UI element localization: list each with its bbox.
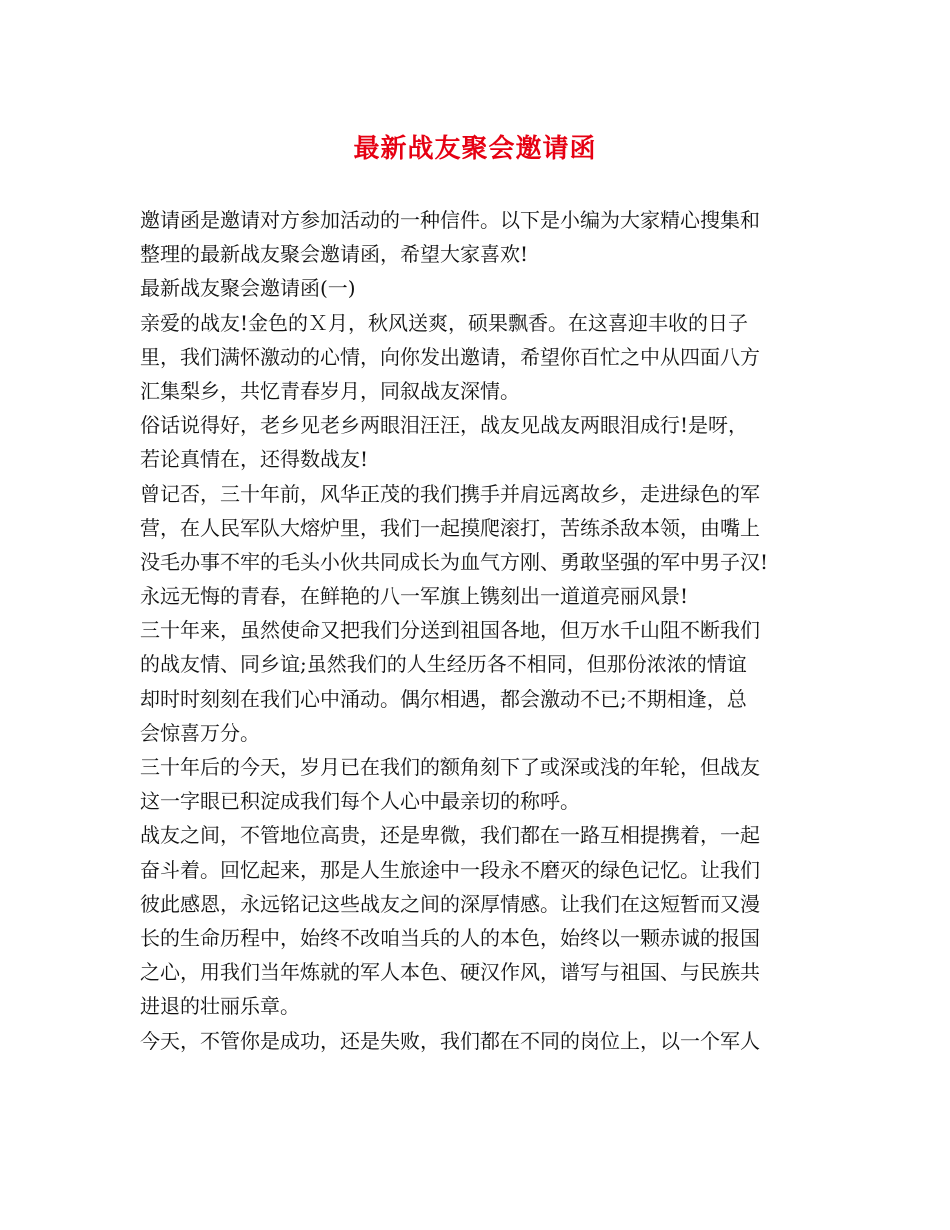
body-line: 进退的壮丽乐章。: [140, 994, 300, 1019]
body-line: 三十年来，虽然使命又把我们分送到祖国各地，但万水千山阻不断我们: [140, 618, 760, 643]
body-line: 彼此感恩，永远铭记这些战友之间的深厚情感。让我们在这短暂而又漫: [140, 891, 760, 916]
body-line: 之心，用我们当年炼就的军人本色、硬汉作风，谱写与祖国、与民族共: [140, 960, 760, 985]
body-line: 今天，不管你是成功，还是失败，我们都在不同的岗位上，以一个军人: [140, 1028, 760, 1053]
body-line: 曾记否，三十年前，风华正茂的我们携手并肩远离故乡，走进绿色的军: [140, 481, 760, 506]
body-line: 若论真情在，还得数战友!: [140, 447, 369, 472]
body-line: 长的生命历程中，始终不改咱当兵的人的本色，始终以一颗赤诚的报国: [140, 925, 760, 950]
body-line: 却时时刻刻在我们心中涌动。偶尔相遇，都会激动不已;不期相逢，总: [140, 686, 747, 711]
body-line: 永远无悔的青春，在鲜艳的八一军旗上镌刻出一道道亮丽风景!: [140, 584, 689, 609]
body-line: 没毛办事不牢的毛头小伙共同成长为血气方刚、勇敢坚强的军中男子汉!: [140, 549, 769, 574]
document-body: [140, 203, 820, 1058]
body-line: 会惊喜万分。: [140, 720, 260, 745]
body-line: 整理的最新战友聚会邀请函，希望大家喜欢!: [140, 242, 529, 267]
body-line: 战友之间，不管地位高贵，还是卑微，我们都在一路互相提携着，一起: [140, 823, 760, 848]
body-line: 的战友情、同乡谊;虽然我们的人生经历各不相同，但那份浓浓的情谊: [140, 652, 747, 677]
body-line: 这一字眼已积淀成我们每个人心中最亲切的称呼。: [140, 789, 580, 814]
document-title: 最新战友聚会邀请函: [353, 134, 597, 164]
body-line: 奋斗着。回忆起来，那是人生旅途中一段永不磨灭的绿色记忆。让我们: [140, 857, 760, 882]
body-line: 营，在人民军队大熔炉里，我们一起摸爬滚打，苦练杀敌本领，由嘴上: [140, 515, 760, 540]
body-line: 三十年后的今天，岁月已在我们的额角刻下了或深或浅的年轮，但战友: [140, 755, 760, 779]
section-heading: 最新战友聚会邀请函(一): [140, 276, 356, 301]
body-line: 汇集梨乡，共忆青春岁月，同叙战友深情。: [140, 378, 520, 403]
body-line: 邀请函是邀请对方参加活动的一种信件。以下是小编为大家精心搜集和: [140, 208, 760, 232]
body-line: 俗话说得好，老乡见老乡两眼泪汪汪，战友见战友两眼泪成行!是呀，: [140, 413, 749, 438]
body-line: 里，我们满怀激动的心情，向你发出邀请，希望你百忙之中从四面八方: [140, 344, 760, 369]
body-line: 亲爱的战友!金色的Ｘ月，秋风送爽，硕果飘香。在这喜迎丰收的日子: [140, 310, 749, 335]
